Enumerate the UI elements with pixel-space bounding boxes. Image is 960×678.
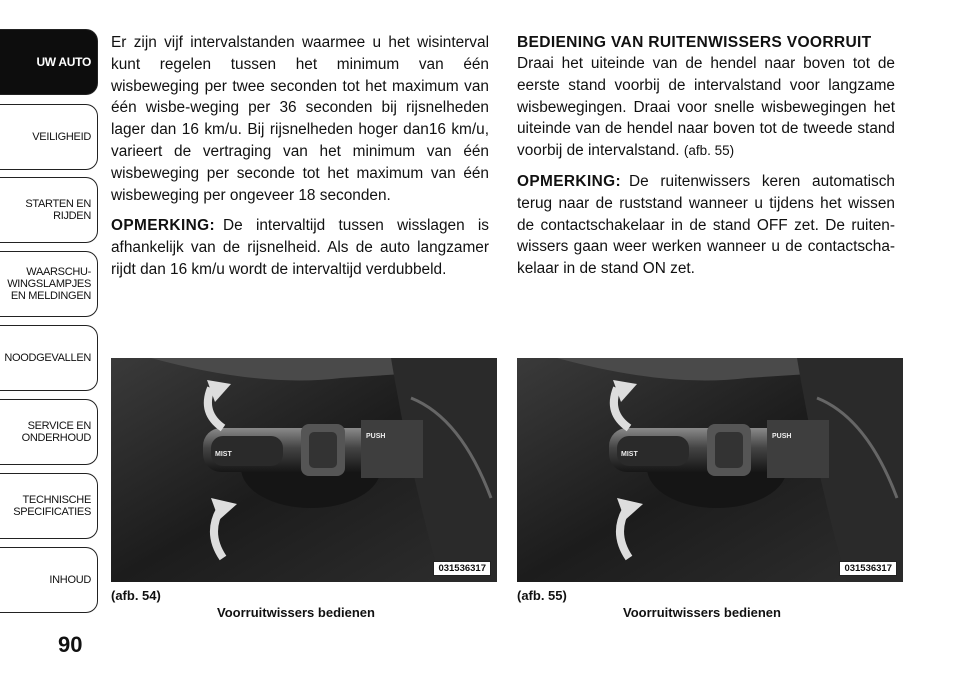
note-paragraph <box>111 215 489 280</box>
note-text: De intervaltijd tussen wisslagen is afhankelijk van de rijsnelheid. Als de auto langzamer rijdt dan 16 km/u wordt de intervaltijd verdubbeld. <box>111 217 489 278</box>
figure-reference[interactable]: (afb. 55) <box>683 143 735 159</box>
tab-label: SERVICE EN ONDERHOUD <box>21 420 91 444</box>
tab-technische-specificaties[interactable] <box>0 473 98 539</box>
section-heading: BEDIENING VAN RUITENWISSERS VOORRUIT <box>517 34 872 51</box>
interval-paragraph: Er zijn vijf intervalstanden waarmee u het wisinterval kunt regelen tussen het minimum van één wisbeweging per twee seconden tot het maximum van één wisbe-weging per 36 seconden bij rijsnelheden lager dan 16 km/u. Bij rijsnelheden hoger dan16 km/u, varieert de vertraging van het minimum van één wisbeweging per seconde tot het maximum van één wisbeweging per ongeveer 18 seconden. <box>111 34 489 204</box>
figure-code: 031536317 <box>839 561 897 576</box>
tab-label: WAARSCHU- WINGSLAMPJES EN MELDINGEN <box>7 266 91 302</box>
right-column <box>517 32 895 289</box>
svg-text:PUSH: PUSH <box>366 433 386 440</box>
tab-label: UW AUTO <box>36 55 91 69</box>
operation-text: Draai het uiteinde van de hendel naar boven tot de eerste stand voorbij de intervalstand voor langzame wisbewegingen. Draai voor snelle wisbewegingen het uiteinde van de hendel naar boven tot de tweede stand voorbij de intervalstand. <box>517 55 895 160</box>
svg-text:PUSH: PUSH <box>772 433 792 440</box>
tab-label: INHOUD <box>49 574 91 586</box>
tab-starten-en-rijden[interactable] <box>0 177 98 243</box>
figure-code: 031536317 <box>433 561 491 576</box>
tab-veiligheid[interactable] <box>0 104 98 170</box>
wiper-stalk-figure-55 <box>517 358 903 582</box>
tab-noodgevallen[interactable] <box>0 325 98 391</box>
operation-paragraph <box>517 53 895 162</box>
tab-service-en-onderhoud[interactable] <box>0 399 98 465</box>
note-text: De ruitenwissers keren automatisch terug naar de ruststand wanneer u tijdens het wissen de contactschakelaar in de stand OFF zet. De ruiten-wissers gaan weer werken wanneer u de contactscha-kelaar in de stand ON zet. <box>517 172 895 278</box>
figure-caption: Voorruitwissers bedienen <box>623 605 781 620</box>
note-paragraph <box>517 171 895 280</box>
page-number: 90 <box>58 632 83 657</box>
wiper-stalk-illustration <box>111 358 497 582</box>
figure-label: (afb. 54) <box>111 588 161 603</box>
tab-inhoud[interactable] <box>0 547 98 613</box>
svg-text:MIST: MIST <box>215 451 232 458</box>
left-column <box>111 32 489 290</box>
tab-uw-auto[interactable] <box>0 29 98 95</box>
svg-text:MIST: MIST <box>621 451 638 458</box>
note-label: OPMERKING: <box>517 172 622 190</box>
tab-waarschuwingslampjes[interactable] <box>0 251 98 317</box>
wiper-stalk-figure-54 <box>111 358 497 582</box>
figure-label: (afb. 55) <box>517 588 567 603</box>
tab-label: TECHNISCHE SPECIFICATIES <box>13 494 91 518</box>
wiper-stalk-illustration <box>517 358 903 582</box>
tab-label: STARTEN EN RIJDEN <box>25 198 91 222</box>
figure-caption: Voorruitwissers bedienen <box>217 605 375 620</box>
note-label: OPMERKING: <box>111 217 216 235</box>
tab-label: VEILIGHEID <box>32 131 91 143</box>
tab-label: NOODGEVALLEN <box>4 352 91 364</box>
